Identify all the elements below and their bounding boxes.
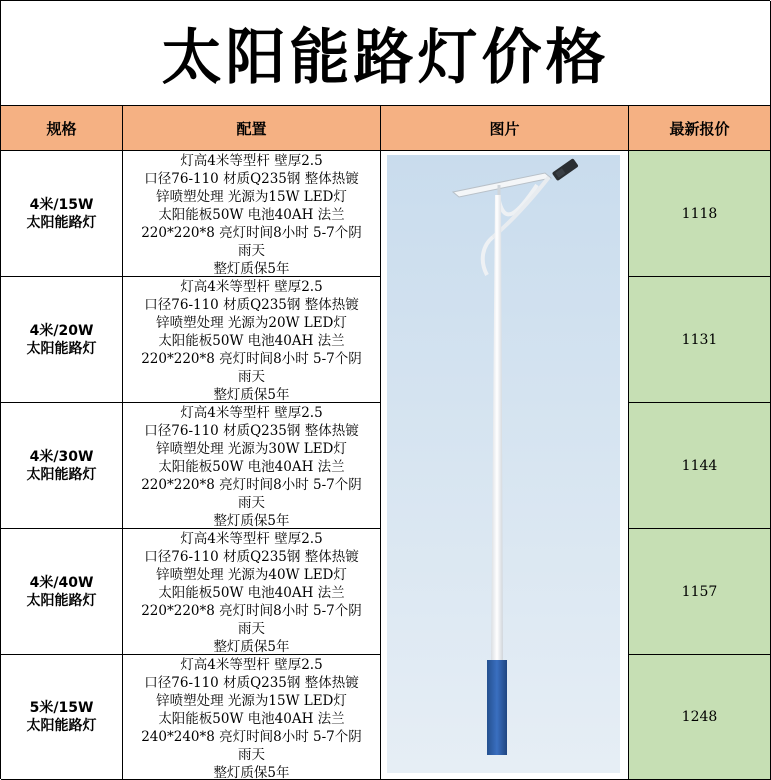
table-row-price: 1157 — [629, 529, 771, 655]
table-row-spec — [1, 403, 123, 529]
spec-type: 太阳能路灯 — [26, 214, 97, 231]
pole-base — [487, 660, 507, 755]
table-row-spec — [1, 655, 123, 780]
spec-type: 太阳能路灯 — [26, 718, 97, 734]
solar-street-light-photo — [387, 155, 620, 773]
table-row-spec — [1, 151, 123, 277]
spec-type: 太阳能路灯 — [26, 592, 97, 609]
spec-power: 4米/30W — [29, 448, 94, 465]
spec-type: 太阳能路灯 — [26, 340, 97, 357]
spec-type: 太阳能路灯 — [26, 466, 97, 483]
table-row-spec — [1, 529, 123, 655]
spec-power: 4米/20W — [29, 322, 94, 339]
table-row-price: 1144 — [629, 403, 771, 529]
table-row-config: 灯高4米等型杆 壁厚2.5 口径76-110 材质Q235钢 整体热镀 锌喷塑处理 光源为15W LED灯 太阳能板50W 电池40AH 法兰 240*240*8 亮灯时间8小时 5-7个阴 雨天 整灯质保5年 — [123, 655, 381, 780]
table-row-spec — [1, 277, 123, 403]
table-row-config: 灯高4米等型杆 壁厚2.5 口径76-110 材质Q235钢 整体热镀 锌喷塑处理 光源为20W LED灯 太阳能板50W 电池40AH 法兰 220*220*8 亮灯时间8小时 5-7个阴 雨天 整灯质保5年 — [123, 277, 381, 403]
spec-power: 4米/40W — [29, 574, 94, 591]
table-row-price: 1248 — [629, 655, 771, 780]
header-price: 最新报价 — [629, 106, 771, 151]
header-spec: 规格 — [1, 106, 123, 151]
table-row-config: 灯高4米等型杆 壁厚2.5 口径76-110 材质Q235钢 整体热镀 锌喷塑处理 光源为30W LED灯 太阳能板50W 电池40AH 法兰 220*220*8 亮灯时间8小时 5-7个阴 雨天 整灯质保5年 — [123, 403, 381, 529]
header-config: 配置 — [123, 106, 381, 151]
spec-power: 5米/15W — [29, 700, 94, 716]
page-title: 太阳能路灯价格 — [1, 1, 771, 106]
table-row-config: 灯高4米等型杆 壁厚2.5 口径76-110 材质Q235钢 整体热镀 锌喷塑处理 光源为40W LED灯 太阳能板50W 电池40AH 法兰 220*220*8 亮灯时间8小时 5-7个阴 雨天 整灯质保5年 — [123, 529, 381, 655]
table-row-price: 1118 — [629, 151, 771, 277]
table-row-config: 灯高4米等型杆 壁厚2.5 口径76-110 材质Q235钢 整体热镀 锌喷塑处理 光源为15W LED灯 太阳能板50W 电池40AH 法兰 220*220*8 亮灯时间8小时 5-7个阴 雨天 整灯质保5年 — [123, 151, 381, 277]
table-row-price: 1131 — [629, 277, 771, 403]
spec-power: 4米/15W — [29, 196, 94, 213]
header-image: 图片 — [381, 106, 629, 151]
